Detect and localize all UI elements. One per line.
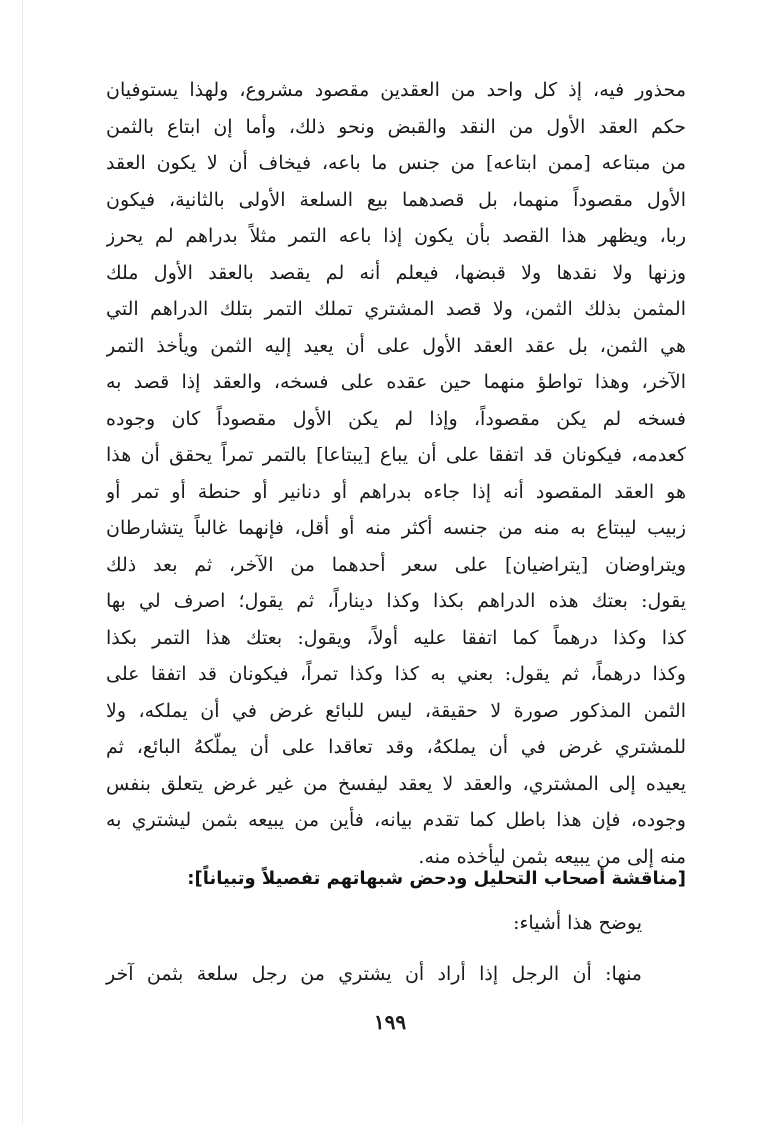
body-line: يعيده إلى المشتري، والعقد لا يعقد ليفسخ من غير غرض يتعلق بنفس: [106, 772, 686, 795]
body-line: كعدمه، فيكونان قد اتفقا على أن يباع [يبتاعا] بالتمر تمراً يحقق أن هذا: [106, 444, 686, 466]
body-line: فسخه لم يكن مقصوداً، وإذا لم يكن الأول مقصوداً كان وجوده: [106, 407, 686, 430]
body-line-last: منه إلى من يبيعه بثمن ليأخذه منه.: [418, 845, 686, 868]
body-line: وزنها ولا نقدها ولا قبضها، فيعلم أنه لم يقصد بالعقد الأول ملك: [106, 261, 686, 284]
body-line: حكم العقد الأول من النقد والقبض ونحو ذلك، وأما إن ابتاع بالثمن: [106, 115, 686, 138]
body-line: الأول مقصوداً منهما، بل قصدهما بيع السلعة الأولى بالثانية، فيكون: [106, 188, 686, 211]
first-point-line: [106, 957, 686, 991]
body-line: للمشتري غرض في أن يملكهُ، وقد تعاقدا على أن يملّكهُ البائع، ثم: [106, 736, 686, 758]
page-number: ١٩٩: [373, 1010, 407, 1034]
body-line: ويتراوضان [يتراضيان] على سعر أحدهما من الآخر، ثم بعد ذلك: [106, 553, 686, 576]
body-paragraph: [106, 72, 686, 875]
body-line: ربا، ويظهر هذا القصد بأن يكون إذا باعه التمر مثلاً بدراهم لم يحرز: [106, 225, 686, 247]
body-line: كذا وكذا درهماً كما اتفقا عليه أولاً، ويقول: بعتك هذا التمر بكذا: [106, 626, 686, 649]
body-line: المثمن بذلك الثمن، ولا قصد المشتري تملك التمر بتلك الدراهم التي: [106, 298, 686, 320]
section-heading: [مناقشة أصحاب التحليل ودحض شبهاتهم تفصيلاً وتبياناً]:: [187, 868, 686, 889]
body-line: هو العقد المقصود أنه إذا جاءه بدراهم أو دنانير أو حنطة أو تمر أو: [106, 480, 686, 503]
body-line: وجوده، فإن هذا باطل كما تقدم بيانه، فأين من يبيعه بثمن ليشتري به: [106, 809, 686, 831]
body-line: الآخر، وهذا تواطؤ منهما حين عقده على فسخه، والعقد إذا قصد به: [106, 371, 686, 393]
intro-line: [106, 906, 686, 940]
body-line: الثمن المذكور صورة لا حقيقة، ليس للبائع غرض في أن يملكه، ولا: [106, 699, 686, 722]
body-line: هي الثمن، بل عقد العقد الأول على أن يعيد إليه الثمن ويأخذ التمر: [106, 334, 686, 357]
body-line: محذور فيه، إذ كل واحد من العقدين مقصود مشروع، ولهذا يستوفيان: [106, 79, 686, 101]
body-line: من مبتاعه [ممن ابتاعه] من جنس ما باعه، فيخاف أن لا يكون العقد: [106, 152, 686, 174]
body-line: يقول: بعتك هذه الدراهم بكذا وكذا ديناراً، ثم يقول؛ اصرف لي بها: [106, 590, 686, 612]
body-line: زبيب ليبتاع به منه من جنسه أكثر منه أو أقل، فإنهما غالباً يتشارطان: [106, 517, 686, 539]
page-edge-shadow: [22, 0, 23, 1125]
first-point-text: منها: أن الرجل إذا أراد أن يشتري من رجل سلعة بثمن آخر: [106, 963, 642, 985]
body-line: وكذا درهماً، ثم يقول: بعني به كذا وكذا تمراً، فيكونان قد اتفقا على: [106, 663, 686, 685]
intro-text: يوضح هذا أشياء:: [513, 912, 642, 934]
